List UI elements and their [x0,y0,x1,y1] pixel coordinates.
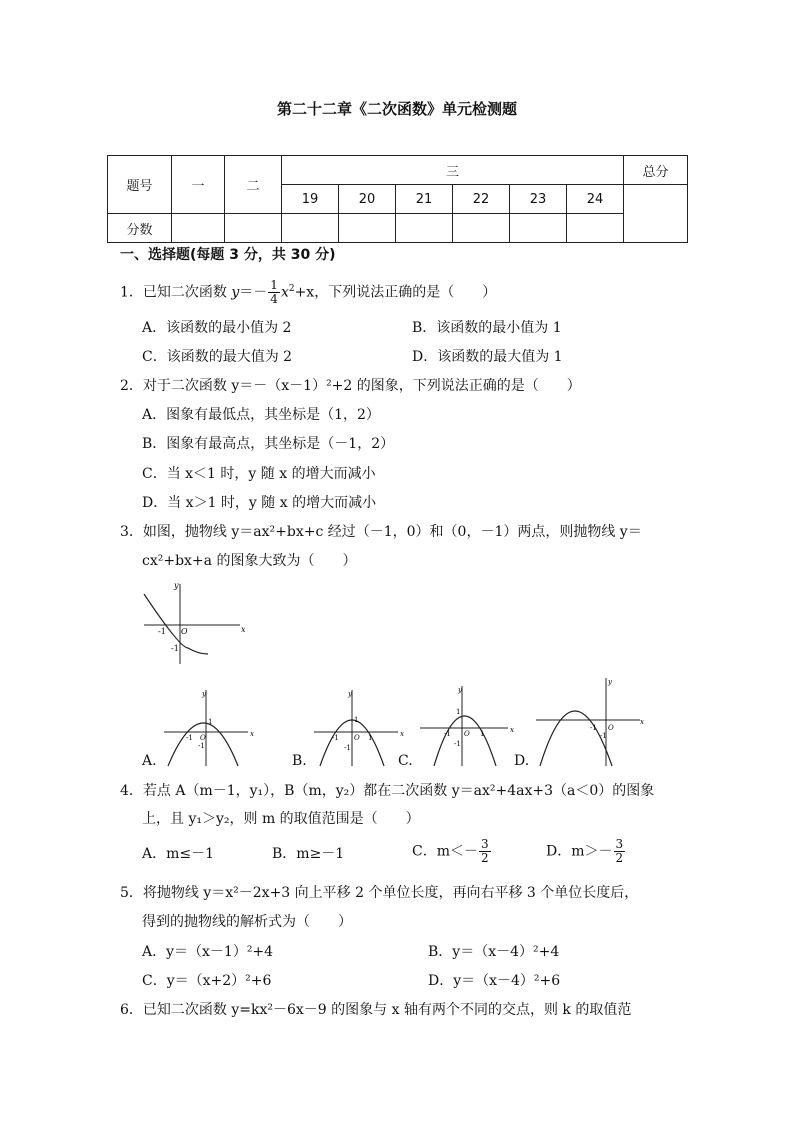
q5-stem-2: 得到的抛物线的解析式为（ ） [142,914,352,930]
q2-option-c[interactable]: C．当 x＜1 时，y 随 x 的增大而减小 [142,466,376,482]
tick-label: -1 [171,644,179,653]
sub-col: 21 [396,185,453,214]
score-cell[interactable] [225,214,282,243]
sub-col: 23 [510,185,567,214]
q5-stem-1: 5．将抛物线 y＝x²－2x+3 向上平移 2 个单位长度，再向右平移 3 个单位长度后， [120,885,639,901]
origin-label: O [464,730,470,738]
tick-label: -1 [600,732,607,740]
y-label: y [202,690,206,698]
origin-label: O [200,734,206,742]
q3-option-a-graph[interactable] [164,688,260,768]
tick-label: -1 [344,744,351,752]
sub-col: 22 [453,185,510,214]
sub-col: 19 [282,185,339,214]
x-label: x [241,625,246,634]
x-label: x [250,730,254,738]
tick-label: -1 [158,627,166,636]
col-3: 三 [282,156,624,185]
q5-option-c[interactable]: C．y＝（x+2）²+6 [142,973,272,989]
q3-reference-graph [140,578,250,668]
q2-option-b[interactable]: B．图象有最高点，其坐标是（－1，2） [142,436,395,452]
q5-option-a[interactable]: A．y＝（x－1）²+4 [142,944,274,960]
q4-d-fraction: $\frac{3}{2}$ [615,837,624,865]
q4-option-a[interactable]: A．m≤－1 [142,846,215,862]
q3-stem-2: cx²+bx+a 的图象大致为（ ） [142,553,357,569]
col-1: 一 [172,156,225,214]
origin-label: O [181,627,188,636]
q3-option-b-label[interactable]: B. [292,753,307,769]
tick-label: -1 [444,730,451,738]
score-cell[interactable] [396,214,453,243]
y-label: y [348,690,352,698]
score-cell[interactable] [510,214,567,243]
q1-option-b[interactable]: B．该函数的最小值为 1 [412,320,562,336]
tick-label: -1 [198,742,205,750]
tick-label: 1 [354,716,359,724]
origin-label: O [354,734,360,742]
score-table [107,155,688,243]
q3-option-d-label[interactable]: D. [514,753,530,769]
q3-option-a-label[interactable]: A. [142,753,157,769]
tick-label: 1 [456,708,461,716]
q1-option-d[interactable]: D．该函数的最大值为 1 [412,349,563,365]
score-cell[interactable] [339,214,396,243]
col-2: 二 [225,156,282,214]
q1-stem: 1．已知二次函数 y＝－ $\frac{1}{4}$ $x^2+x$，下列说法正确的是（ ） [120,278,497,306]
page-title: 第二十二章《二次函数》单元检测题 [276,100,517,118]
tick-label: 1 [480,730,485,738]
q6-stem-1: 6．已知二次函数 y=kx²－6x－9 的图象与 x 轴有两个不同的交点，则 k 的取值范 [120,1002,632,1018]
sub-col: 24 [567,185,624,214]
y-label: y [608,678,612,686]
q5-option-b[interactable]: B．y＝（x－4）²+4 [428,944,560,960]
score-cell[interactable] [453,214,510,243]
score-cell[interactable] [172,214,225,243]
q2-option-d[interactable]: D．当 x＞1 时，y 随 x 的增大而减小 [142,495,377,511]
q4-option-d[interactable]: D．m＞－ $\frac{3}{2}$ [546,837,624,865]
q3-option-b-graph[interactable] [314,688,410,768]
q4-stem-2: 上，且 y₁＞y₂，则 m 的取值范围是（ ） [142,811,420,827]
x-label: x [640,718,644,726]
q3-option-c-graph[interactable] [420,684,516,768]
q3-option-d-graph[interactable] [536,676,648,768]
q4-option-c[interactable]: C．m＜－ $\frac{3}{2}$ [412,837,489,865]
tick-label: 1 [368,734,373,742]
q1-option-a[interactable]: A．该函数的最小值为 2 [142,320,292,336]
q4-c-fraction: $\frac{3}{2}$ [481,837,489,865]
total-label: 总分 [624,156,688,185]
q2-option-a[interactable]: A．图象有最低点，其坐标是（1，2） [142,407,380,423]
q1-option-c[interactable]: C．该函数的最大值为 2 [142,349,293,365]
x-label: x [510,726,514,734]
label-tihao: 题号 [108,156,172,214]
y-label: y [458,686,462,694]
q3-option-c-label[interactable]: C. [398,753,413,769]
q4-stem-1: 4．若点 A（m－1，y₁），B（m，y₂）都在二次函数 y＝ax²+4ax+3（a＜0）的图象 [120,783,655,799]
tick-label: 1 [208,718,213,726]
q1-fraction: $\frac{1}{4}$ [270,278,278,306]
score-cell[interactable] [282,214,339,243]
q5-option-d[interactable]: D．y＝（x－4）²+6 [428,973,561,989]
x-label: x [400,730,404,738]
label-fenshu: 分数 [108,214,172,243]
tick-label: -1 [454,740,461,748]
q4-option-b[interactable]: B．m≥－1 [272,846,345,862]
score-cell[interactable] [567,214,624,243]
total-cell[interactable] [624,185,688,243]
tick-label: -1 [332,734,339,742]
tick-label: -1 [590,724,597,732]
q2-stem: 2．对于二次函数 y＝－（x－1）²+2 的图象，下列说法正确的是（ ） [120,378,581,394]
q3-stem-1: 3．如图，抛物线 y＝ax²+bx+c 经过（－1，0）和（0，－1）两点，则抛物线 y＝ [120,524,642,540]
y-label: y [174,581,179,590]
tick-label: -1 [186,734,193,742]
origin-label: O [608,724,614,732]
section-heading: 一、选择题(每题 3 分，共 30 分) [120,247,336,263]
sub-col: 20 [339,185,396,214]
